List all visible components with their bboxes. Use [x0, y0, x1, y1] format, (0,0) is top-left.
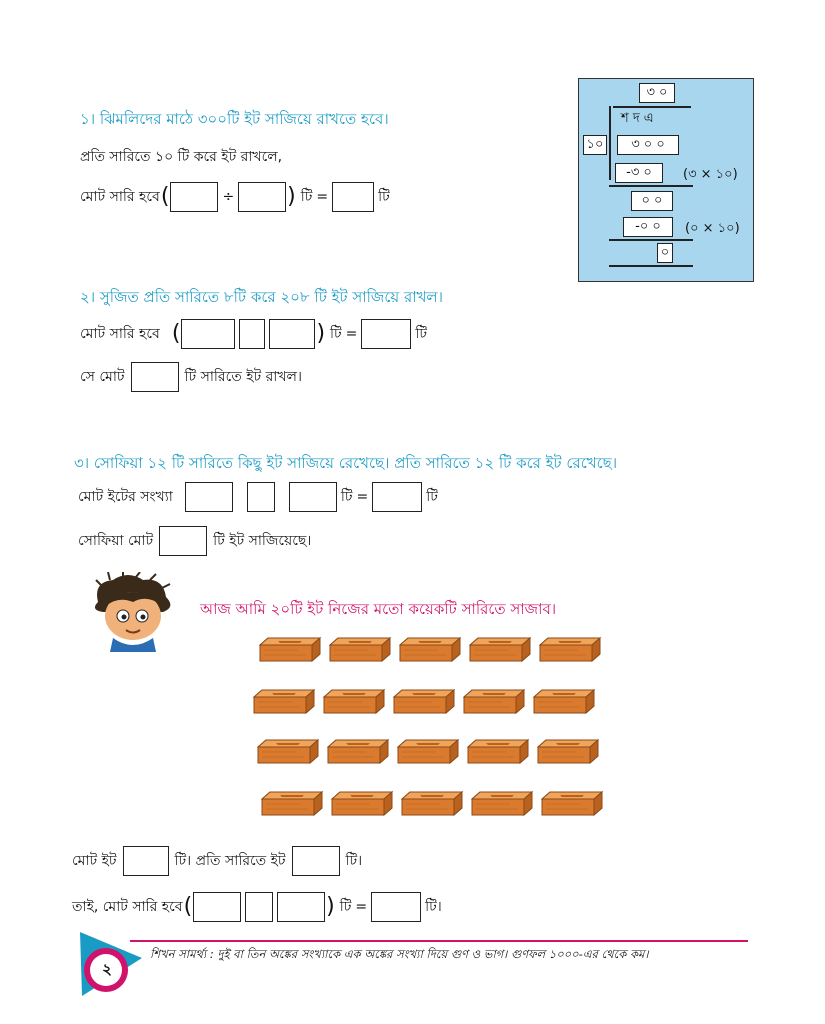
ti-label: টি [340, 489, 353, 505]
input-box[interactable] [239, 319, 265, 349]
activity-line2-prefix: তাই, মোট সারি হবে [72, 899, 183, 915]
brick [260, 790, 324, 816]
place-values: শ দ এ [621, 111, 654, 126]
divisor-input-box[interactable] [238, 182, 286, 212]
input-box[interactable] [247, 482, 275, 512]
ti-label: টি [300, 189, 313, 205]
dividend-box: ৩ ০ ০ [617, 135, 679, 155]
problem2-line1: মোট সারি হবে ( ) টি = টি [80, 319, 431, 349]
ti-label: টি [330, 326, 342, 342]
brick [330, 790, 394, 816]
activity-line2-suffix: টি। [425, 899, 442, 915]
brick [466, 738, 530, 764]
problem3-line2-suffix: টি ইট সাজিয়েছে। [213, 533, 312, 549]
ti-label: টি [378, 189, 390, 205]
activity-speech: আজ আমি ২০টি ইট নিজের মতো কয়েকটি সারিতে সাজাব। [200, 600, 557, 618]
problem2-line2-suffix: টি সারিতে ইট রাখল। [184, 369, 302, 385]
result-input-box[interactable] [372, 482, 422, 512]
activity-line1-suffix: টি। [345, 853, 363, 869]
input-box[interactable] [289, 482, 337, 512]
activity-line1-prefix: মোট ইট [72, 853, 117, 869]
brick [398, 636, 462, 662]
problem2-heading: ২। সুজিত প্রতি সারিতে ৮টি করে ২০৮ টি ইট সাজিয়ে রাখল। [80, 288, 443, 306]
input-box[interactable] [123, 846, 169, 876]
division-sign: ÷ [222, 189, 235, 205]
division-panel [578, 78, 754, 282]
final-remainder: ০ [657, 243, 673, 263]
problem3-line2-prefix: সোফিয়া মোট [78, 533, 154, 549]
brick [470, 790, 534, 816]
problem1-line2-prefix: মোট সারি হবে [80, 189, 160, 205]
brick [536, 738, 600, 764]
brick [540, 790, 604, 816]
step1-remainder: ০ ০ [631, 191, 673, 211]
page-number: ২ [102, 960, 112, 978]
input-box[interactable] [193, 892, 241, 922]
brick [400, 790, 464, 816]
brick [326, 738, 390, 764]
brick [468, 636, 532, 662]
input-box[interactable] [159, 526, 207, 556]
problem1-heading: ১। ঝিমলিদের মাঠে ৩০০টি ইট সাজিয়ে রাখতে হবে। [80, 110, 389, 128]
quotient-box: ৩ ০ [639, 83, 675, 103]
problem3-line1-prefix: মোট ইটের সংখ্যা [78, 489, 173, 505]
input-box[interactable] [269, 319, 315, 349]
equals-sign: = [355, 899, 368, 915]
problem1-line1: প্রতি সারিতে ১০ টি করে ইট রাখলে, [80, 149, 283, 165]
step2-note: (০ × ১০) [685, 221, 740, 236]
brick [396, 738, 460, 764]
problem3-line2 [78, 526, 311, 556]
boy-illustration [88, 572, 178, 652]
input-box[interactable] [292, 846, 340, 876]
brick [392, 688, 456, 714]
problem3-heading: ৩। সোফিয়া ১২ টি সারিতে কিছু ইট সাজিয়ে রেখেছে। প্রতি সারিতে ১২ টি করে ইট রেখেছে। [74, 454, 618, 472]
result-input-box[interactable] [332, 182, 374, 212]
step2-subtract: -০ ০ [623, 217, 673, 237]
brick [322, 688, 386, 714]
brick [462, 688, 526, 714]
brick [538, 636, 602, 662]
ti-label: টি [339, 899, 352, 915]
input-box[interactable] [277, 892, 325, 922]
brick [258, 636, 322, 662]
ti-label: টি [415, 326, 428, 342]
problem2-line2 [80, 362, 302, 392]
divisor-box: ১০ [583, 135, 607, 155]
footer-rule [130, 940, 748, 942]
brick [256, 738, 320, 764]
problem1-line2: মোট সারি হবে ( ÷ ) টি = টি [80, 182, 394, 212]
brick [532, 688, 596, 714]
problem2-line2-prefix: সে মোট [80, 369, 125, 385]
input-box[interactable] [185, 482, 233, 512]
activity-line1 [72, 846, 362, 876]
problem2-line1-prefix: মোট সারি হবে [80, 326, 160, 342]
equals-sign: = [316, 189, 329, 205]
input-box[interactable] [131, 362, 179, 392]
activity-line2: তাই, মোট সারি হবে ( ) টি = টি। [72, 892, 446, 922]
step1-subtract: -৩ ০ [615, 163, 663, 183]
footer-text: শিখন সামর্থ্য : দুই বা তিন অঙ্কের সংখ্যাকে এক অঙ্কের সংখ্যা দিয়ে গুণ ও ভাগ। গুণফল ১০০০-এর থেকে কম। [150, 947, 649, 961]
input-box[interactable] [245, 892, 273, 922]
equals-sign: = [345, 326, 358, 342]
problem3-line1 [78, 482, 442, 512]
brick [252, 688, 316, 714]
activity-line1-middle: টি। প্রতি সারিতে ইট [174, 853, 286, 869]
dividend-input-box[interactable] [170, 182, 218, 212]
brick [328, 636, 392, 662]
equals-sign: = [356, 489, 369, 505]
result-input-box[interactable] [361, 319, 411, 349]
step1-note: (৩ × ১০) [683, 167, 738, 182]
input-box[interactable] [181, 319, 235, 349]
ti-label: টি [426, 489, 438, 505]
result-input-box[interactable] [371, 892, 421, 922]
